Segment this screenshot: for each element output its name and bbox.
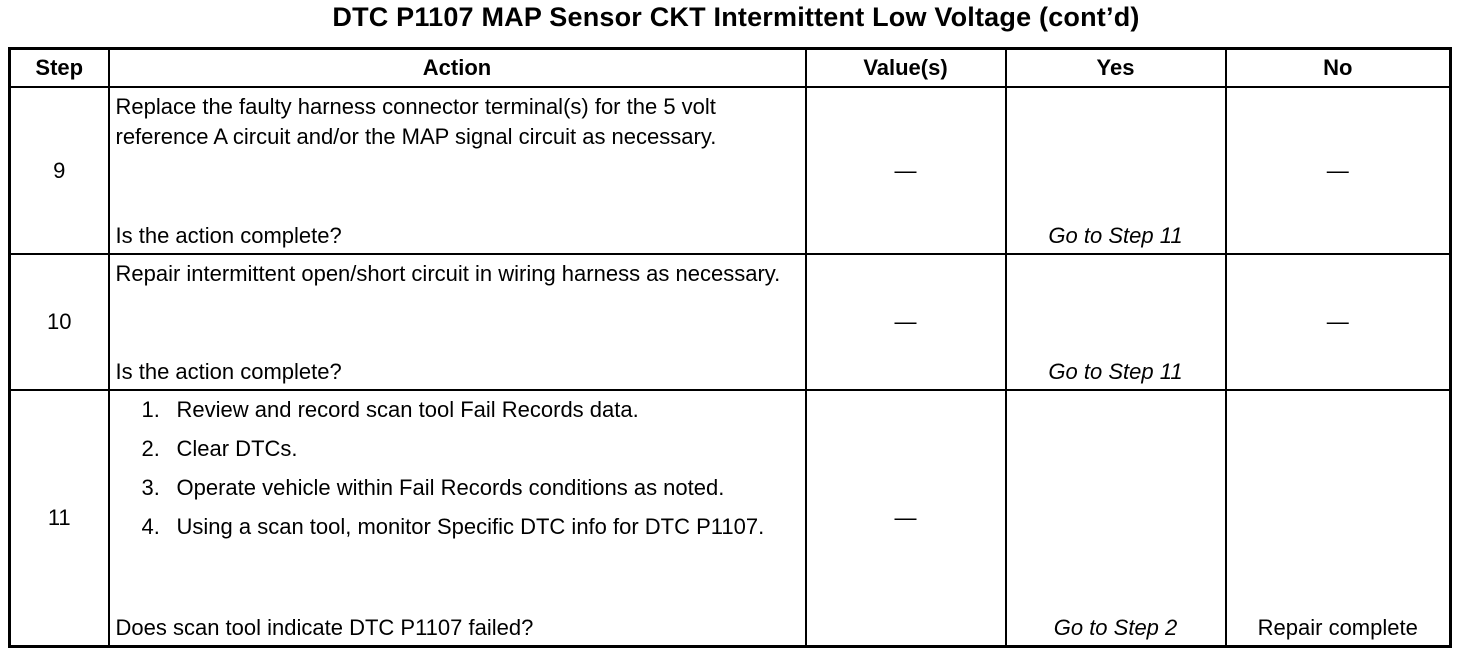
column-header-action: Action [109, 49, 806, 88]
action-question: Does scan tool indicate DTC P1107 failed? [115, 615, 534, 640]
substep-number: 2. [141, 436, 160, 461]
substep-text: Using a scan tool, monitor Specific DTC info for DTC P1107. [176, 514, 765, 539]
column-header-yes: Yes [1006, 49, 1226, 88]
step-number: 11 [10, 390, 109, 647]
substep-text: Clear DTCs. [176, 436, 298, 461]
substep-number: 3. [141, 475, 160, 500]
yes-cell [1006, 254, 1226, 390]
column-header-values: Value(s) [806, 49, 1006, 88]
list-item [142, 473, 799, 503]
no-result-text: Repair complete [1257, 615, 1418, 640]
table-row [10, 87, 1451, 254]
list-item [142, 395, 799, 425]
page-title: DTC P1107 MAP Sensor CKT Intermittent Low Voltage (cont’d) [332, 2, 1140, 32]
yes-goto-text: Go to Step 11 [1048, 359, 1183, 384]
column-header-step: Step [10, 49, 109, 88]
action-cell [109, 87, 806, 254]
no-cell [1226, 390, 1451, 647]
yes-cell [1006, 390, 1226, 647]
table-row [10, 254, 1451, 390]
yes-goto-text: Go to Step 11 [1048, 223, 1183, 248]
value-cell: — [806, 254, 1006, 390]
yes-cell [1006, 87, 1226, 254]
substep-number: 4. [141, 514, 160, 539]
substep-list [110, 391, 805, 542]
substep-text: Review and record scan tool Fail Records data. [176, 397, 639, 422]
action-text: Replace the faulty harness connector terminal(s) for the 5 volt reference A circuit and/or the MAP signal circuit as necessary. [115, 94, 717, 149]
action-cell [109, 390, 806, 647]
column-header-no: No [1226, 49, 1451, 88]
substep-text: Operate vehicle within Fail Records conditions as noted. [176, 475, 725, 500]
action-text: Repair intermittent open/short circuit in wiring harness as necessary. [115, 261, 781, 286]
no-cell: — [1226, 87, 1451, 254]
step-number: 10 [10, 254, 109, 390]
action-cell [109, 254, 806, 390]
diagnostic-table [8, 47, 1452, 648]
action-question: Is the action complete? [115, 223, 342, 248]
no-cell: — [1226, 254, 1451, 390]
step-number: 9 [10, 87, 109, 254]
table-header-row [10, 49, 1451, 88]
substep-number: 1. [141, 397, 160, 422]
action-question: Is the action complete? [115, 359, 342, 384]
table-row [10, 390, 1451, 647]
value-cell: — [806, 87, 1006, 254]
list-item [142, 512, 799, 542]
value-cell: — [806, 390, 1006, 647]
list-item [142, 434, 799, 464]
yes-goto-text: Go to Step 2 [1053, 615, 1178, 640]
